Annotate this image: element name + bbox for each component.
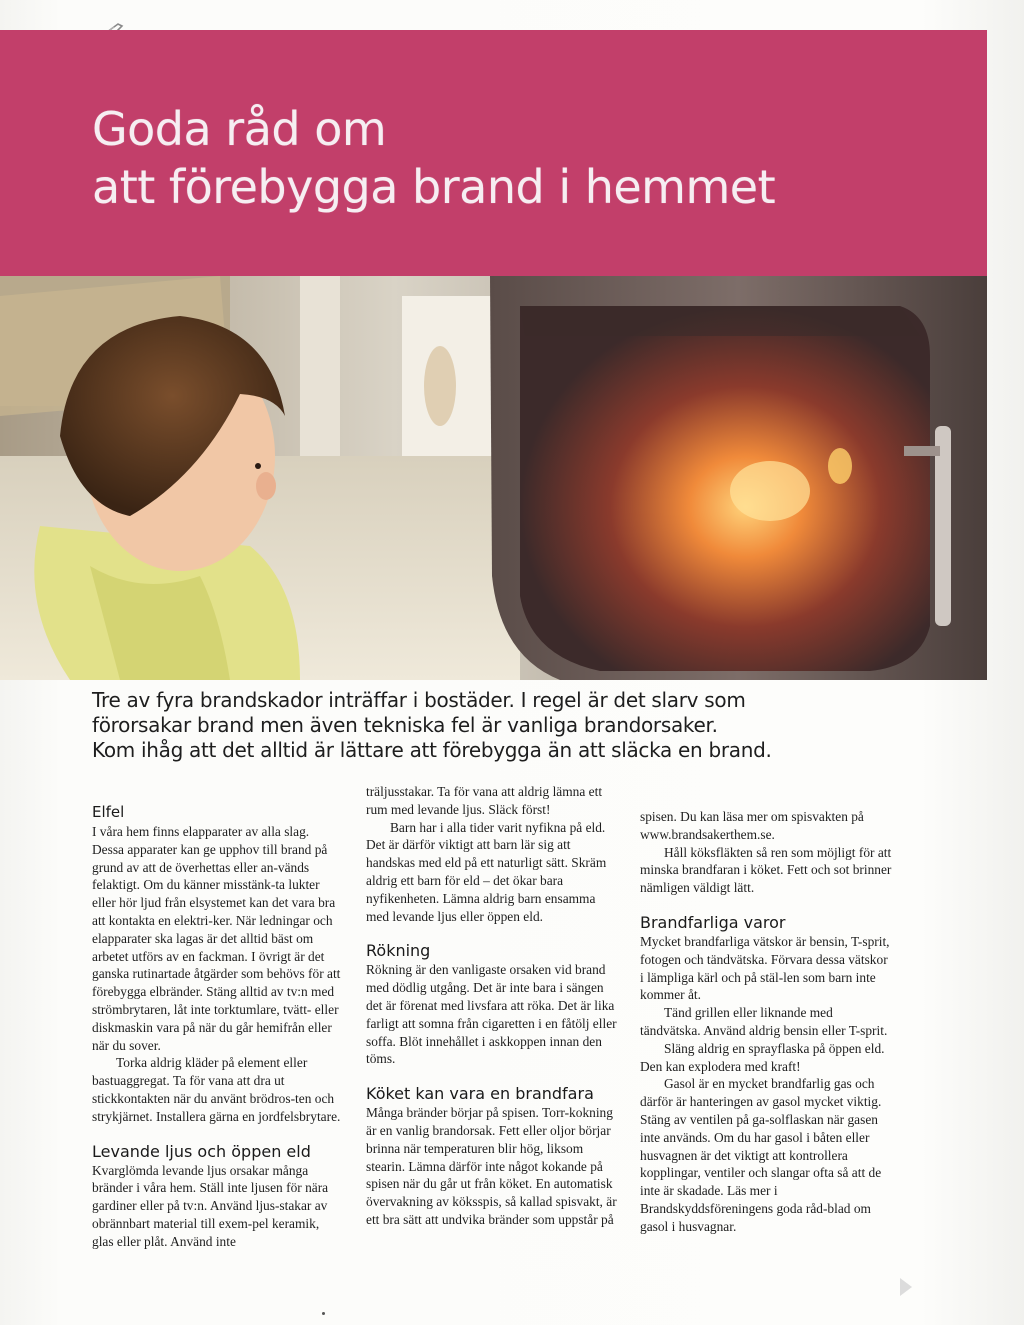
photo-illustration [0, 276, 987, 680]
koket-paragraph-1: Många bränder börjar på spisen. Torr-kokning är en vanlig brandorsak. Fett eller oljor börjar brinna när temperaturen blir hög, liksom stearin. Lämna därför inte något kokande på spisen när du går ut från köket. En automatisk övervakning av köksspis, så kallad spisvakt, är ett bra sätt att undvika bränder som uppstår på [366, 1105, 617, 1227]
brandfarliga-paragraph-1: Mycket brandfarliga vätskor är bensin, T-sprit, fotogen och tändvätska. Förvara dessa vätskor i lämpliga kärl och på stäl-len som barn inte kommer åt. [640, 933, 890, 1003]
elfel-heading: Elfel [92, 803, 125, 821]
intro-line-3: Kom ihåg att det alltid är lättare att förebygga än att släcka en brand. [92, 738, 772, 762]
elfel-paragraph-1: I våra hem finns elapparater av alla slag. Dessa apparater kan ge upphov till brand på grund av att de överhettas eller an-vänds felaktigt. Om du känner misstänk-ta lukter eller hör ljud från elsystemet kan det vara bra att kontakta en elektri-ker. När ledningar och elapparater ska lagas är det alltid bäst om arbetet utförs av en fackman. I övrigt är det ganska rutinartade åtgärder som behövs för att förebygga elbränder. Stäng alltid av tv:n med strömbrytaren, låt inte torktumlare, tvätt- eller diskmaskin vara på när du går hemifrån eller när du sover. [92, 824, 341, 1053]
levande-ljus-paragraph-2: Barn har i alla tider varit nyfikna på eld. Det är därför viktigt att barn lär sig att handskas med eld på ett naturligt sätt. Skräm aldrig ett barn för eld – det ökar bara nyfikenheten. Lämna aldrig barn ensamma med levande ljus eller öppen eld. [366, 819, 607, 924]
rokning-paragraph-1: Rökning är den vanligaste orsaken vid brand med dödlig utgång. Det är inte bara i sängen det är förenat med livsfara att röka. Det är lika farligt att somna från cigaretten i en fåtölj eller soffa. Blöt innehållet i askkoppen innan den töms. [366, 962, 617, 1067]
column-2 [366, 783, 618, 1229]
koket-paragraph-2: Håll köksfläkten så ren som möjligt för att minska brandfaran i köket. Fett och sot brinner nämligen väldigt lätt. [640, 844, 892, 896]
intro-line-2: förorsakar brand men även tekniska fel är vanliga brandorsaker. [92, 713, 718, 737]
title-line-2: att förebygga brand i hemmet [92, 160, 776, 214]
elfel-paragraph-2: Torka aldrig kläder på element eller bastuaggregat. Ta för vana att dra ut stickkontakten när du använt brödros-ten och strykjärnet. Installera gärna en jordfelsbrytare. [92, 1055, 341, 1124]
brandfarliga-paragraph-3: Släng aldrig en sprayflaska på öppen eld. Den kan explodera med kraft! [640, 1040, 885, 1074]
levande-ljus-paragraph-1-cont: träljusstakar. Ta för vana att aldrig lämna ett rum med levande ljus. Släck först! [366, 784, 603, 817]
koket-heading: Köket kan vara en brandfara [366, 1084, 594, 1104]
koket-paragraph-1-cont: spisen. Du kan läsa mer om spisvakten på www.brandsakerthem.se. [640, 809, 864, 842]
rokning-heading: Rökning [366, 941, 431, 961]
brandfarliga-paragraph-4: Gasol är en mycket brandfarlig gas och därför är hanteringen av gasol mycket viktig. Stäng av ventilen på ga-solflaskan när gasen inte används. Om du har gasol i båten eller husvagnen är det viktigt att kontrollera kopplingar, ventiler och slangar ofta så att de inte är skadade. Läs mer i Brandskyddsföreningens goda råd-blad om gasol i husvagnar. [640, 1076, 882, 1234]
brandfarliga-paragraph-2: Tänd grillen eller liknande med tändvätska. Använd aldrig bensin eller T-sprit. [640, 1005, 888, 1038]
levande-ljus-paragraph-1: Kvarglömda levande ljus orsakar många bränder i våra hem. Ställ inte ljusen för nära gardiner eller på tv:n. Använd ljus-stakar av obrännbart material till exem-pel keramik, glas eller plåt. Använd inte [92, 1162, 329, 1249]
page-title [92, 100, 972, 216]
paper-speck [322, 1312, 325, 1315]
child-and-stove-photo [0, 276, 987, 680]
column-1 [92, 803, 344, 1251]
brandfarliga-heading: Brandfarliga varor [640, 912, 786, 932]
column-3 [640, 808, 892, 1236]
levande-ljus-heading: Levande ljus och öppen eld [92, 1141, 311, 1161]
title-line-1: Goda råd om [92, 102, 387, 156]
intro-paragraph [92, 688, 972, 763]
intro-line-1: Tre av fyra brandskador inträffar i bostäder. I regel är det slarv som [92, 688, 746, 712]
next-page-arrow-icon [900, 1278, 912, 1296]
